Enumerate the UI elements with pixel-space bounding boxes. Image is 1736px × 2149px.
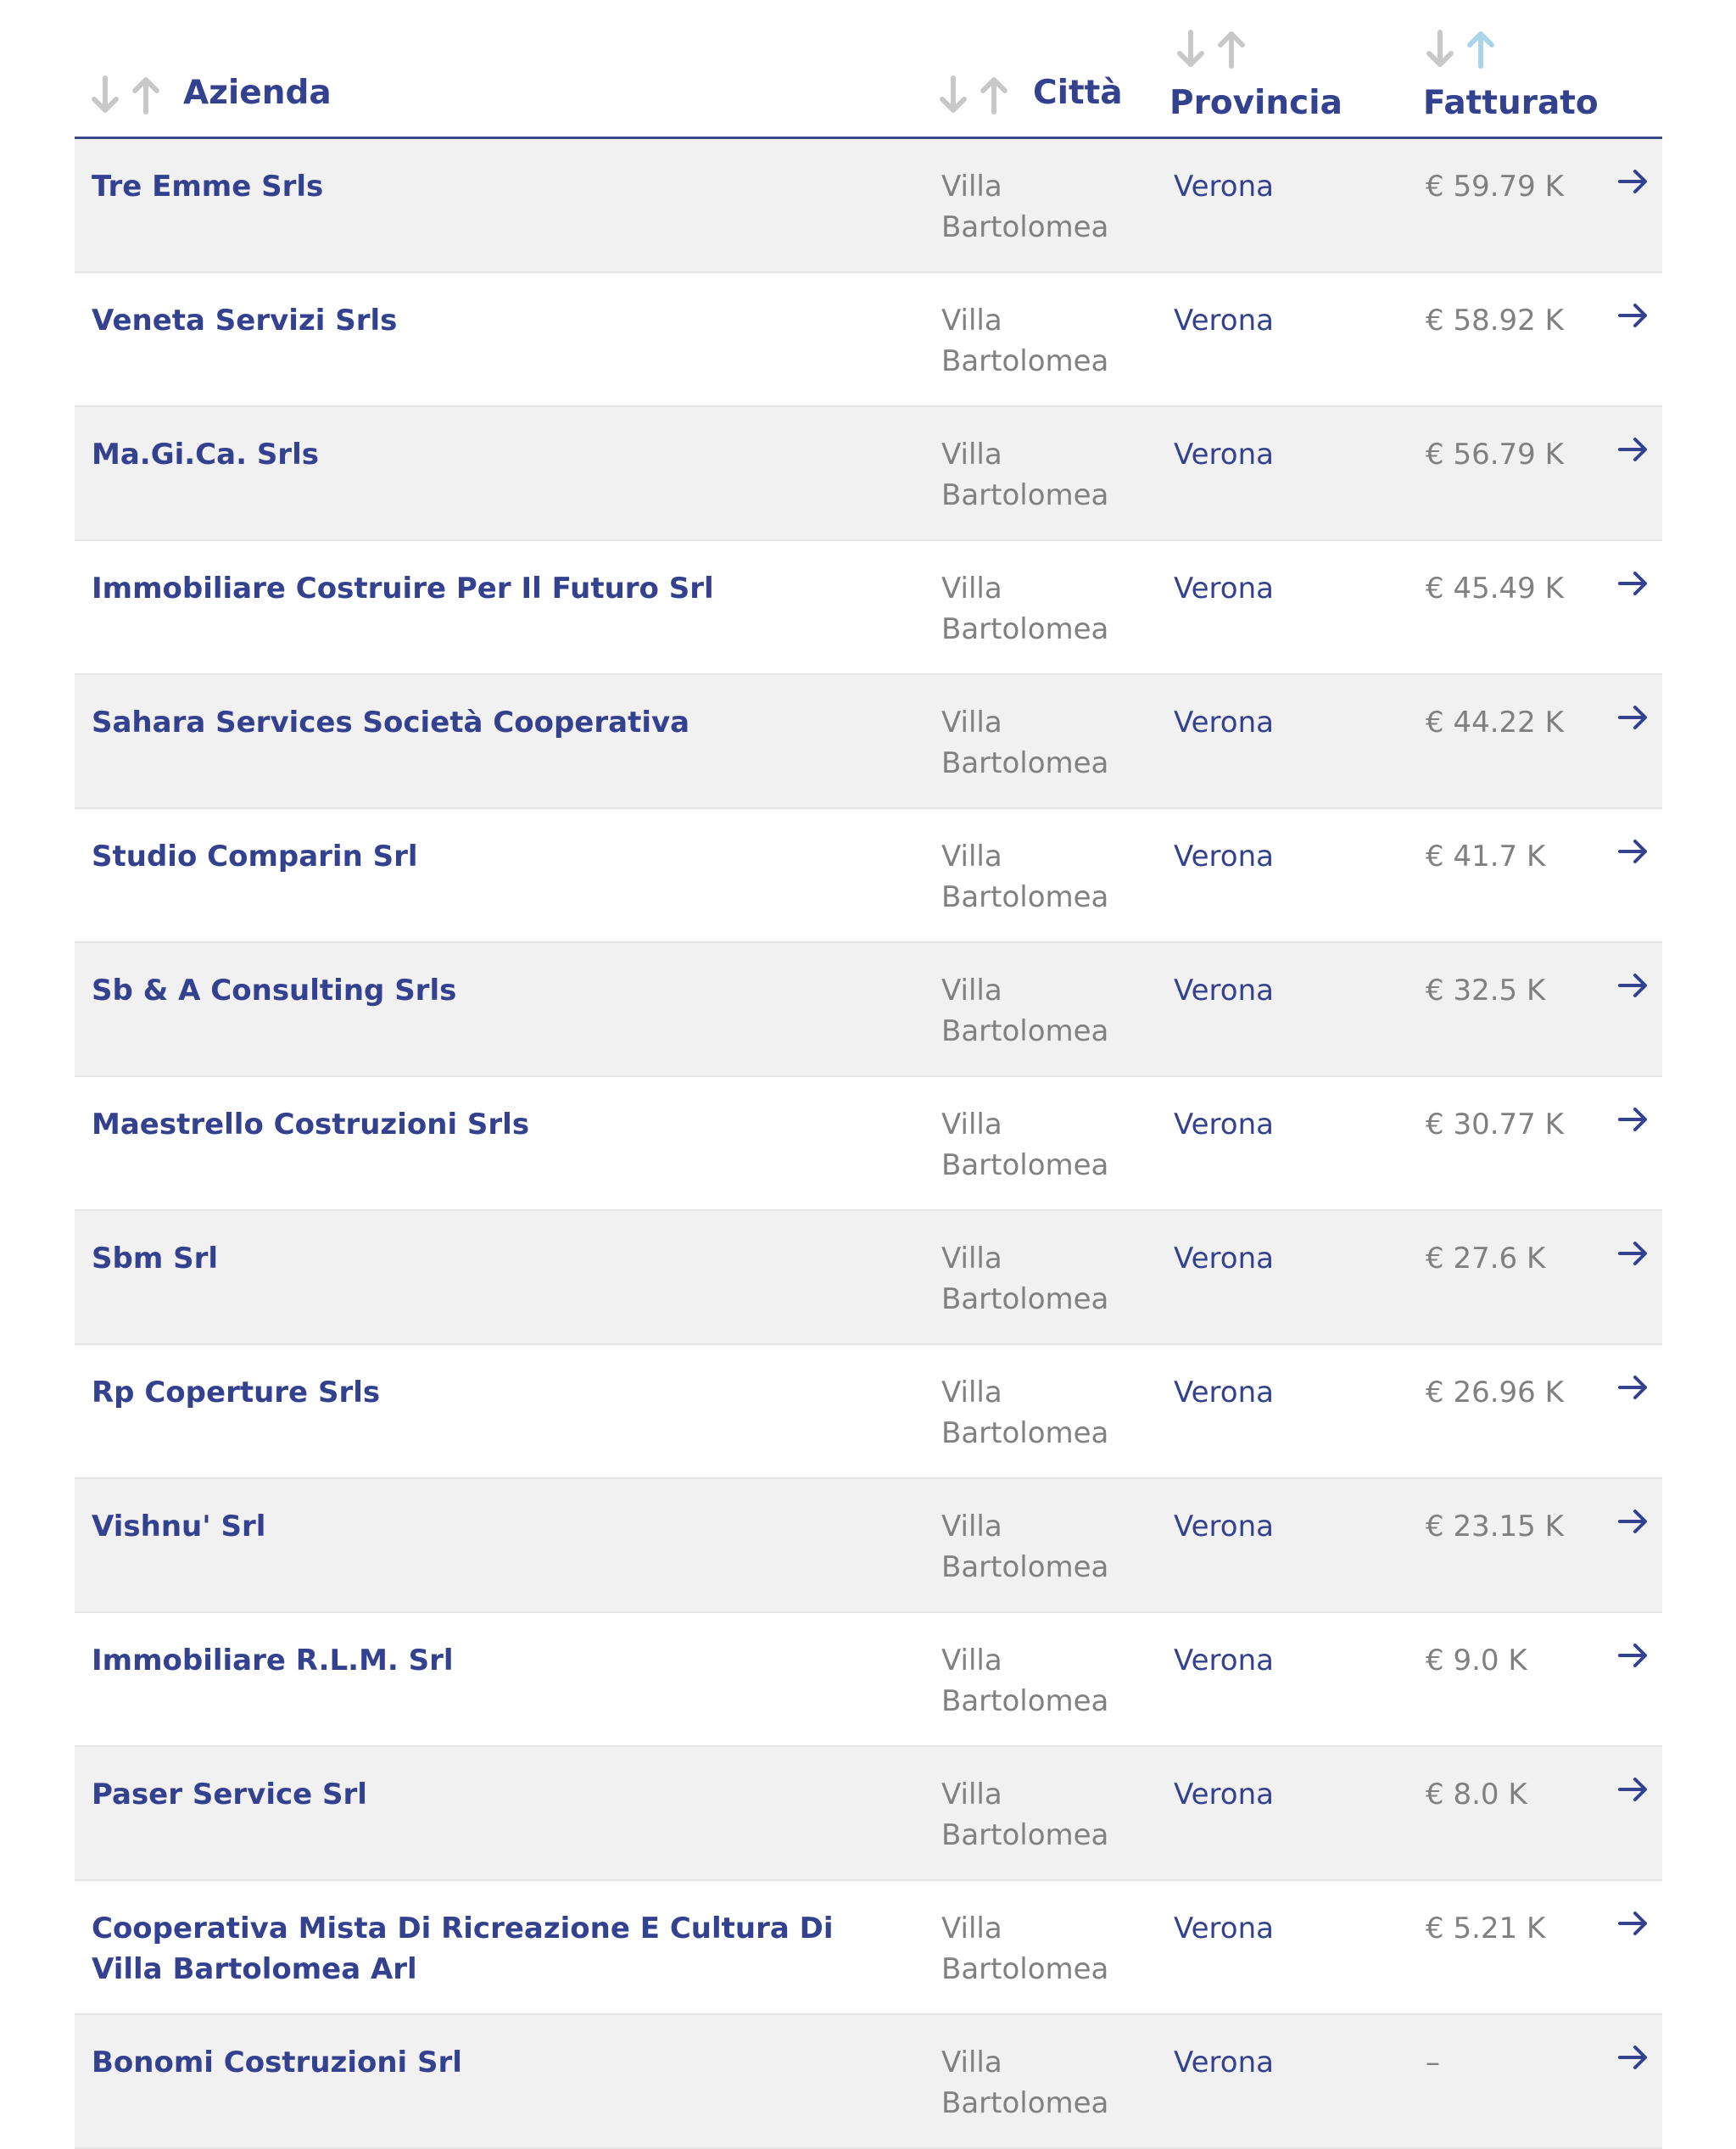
revenue-cell: € 8.0 K (1426, 1778, 1527, 1811)
table-row[interactable] (75, 541, 1662, 675)
revenue-cell: € 26.96 K (1426, 1376, 1564, 1409)
city-cell: Villa Bartolomea (941, 438, 1109, 512)
sort-descending-icon[interactable] (936, 75, 970, 115)
company-name-link[interactable]: Bonomi Costruzioni Srl (92, 2046, 462, 2079)
province-cell: Verona (1174, 170, 1274, 204)
revenue-cell: € 58.92 K (1426, 304, 1564, 338)
table-body (75, 139, 1662, 2149)
company-name-link[interactable]: Studio Comparin Srl (92, 840, 418, 874)
arrow-right-icon[interactable] (1616, 1370, 1650, 1404)
fatturato-sort-controls (1423, 29, 1498, 70)
revenue-cell: € 41.7 K (1426, 840, 1546, 874)
province-cell: Verona (1174, 1644, 1274, 1677)
city-cell: Villa Bartolomea (941, 304, 1109, 378)
province-cell: Verona (1174, 304, 1274, 338)
revenue-cell: € 23.15 K (1426, 1510, 1564, 1543)
arrow-right-icon[interactable] (1616, 1236, 1650, 1270)
column-header-citta[interactable]: Città (1033, 74, 1123, 112)
arrow-right-icon[interactable] (1616, 701, 1650, 734)
province-cell: Verona (1174, 1912, 1274, 1945)
table-row[interactable] (75, 675, 1662, 809)
revenue-cell: € 9.0 K (1426, 1644, 1527, 1677)
company-name-link[interactable]: Paser Service Srl (92, 1778, 367, 1811)
revenue-cell: € 30.77 K (1426, 1108, 1564, 1141)
table-header (75, 0, 1662, 139)
city-cell: Villa Bartolomea (941, 1912, 1109, 1986)
column-header-provincia[interactable]: Provincia (1169, 84, 1342, 122)
sort-descending-icon[interactable] (88, 75, 122, 115)
company-name-link[interactable]: Sahara Services Società Cooperativa (92, 706, 690, 740)
arrow-right-icon[interactable] (1616, 567, 1650, 600)
sort-ascending-icon[interactable] (129, 75, 163, 115)
table-row[interactable] (75, 1211, 1662, 1345)
province-cell: Verona (1174, 706, 1274, 740)
sort-ascending-icon[interactable] (977, 75, 1011, 115)
revenue-cell: € 44.22 K (1426, 706, 1564, 740)
city-cell: Villa Bartolomea (941, 1778, 1109, 1852)
revenue-cell: € 56.79 K (1426, 438, 1564, 472)
company-name-link[interactable]: Ma.Gi.Ca. Srls (92, 438, 319, 472)
table-row[interactable] (75, 1077, 1662, 1211)
province-cell: Verona (1174, 1108, 1274, 1141)
companies-table (75, 0, 1662, 2149)
city-cell: Villa Bartolomea (941, 1510, 1109, 1584)
column-header-azienda[interactable]: Azienda (183, 74, 332, 112)
province-cell: Verona (1174, 840, 1274, 874)
city-cell: Villa Bartolomea (941, 1376, 1109, 1450)
arrow-right-icon[interactable] (1616, 1102, 1650, 1136)
arrow-right-icon[interactable] (1616, 433, 1650, 466)
azienda-sort-controls (88, 75, 163, 115)
revenue-cell: – (1426, 2046, 1440, 2079)
table-row[interactable] (75, 943, 1662, 1077)
table-row[interactable] (75, 1881, 1662, 2015)
column-header-fatturato[interactable]: Fatturato (1423, 84, 1599, 122)
city-cell: Villa Bartolomea (941, 706, 1109, 780)
arrow-right-icon[interactable] (1616, 1906, 1650, 1940)
province-cell: Verona (1174, 974, 1274, 1008)
company-name-link[interactable]: Rp Coperture Srls (92, 1376, 381, 1409)
arrow-right-icon[interactable] (1616, 1504, 1650, 1538)
table-row[interactable] (75, 1479, 1662, 1613)
city-cell: Villa Bartolomea (941, 170, 1109, 244)
revenue-cell: € 59.79 K (1426, 170, 1564, 204)
table-row[interactable] (75, 2015, 1662, 2149)
province-cell: Verona (1174, 1242, 1274, 1275)
city-cell: Villa Bartolomea (941, 1644, 1109, 1718)
revenue-cell: € 5.21 K (1426, 1912, 1546, 1945)
table-row[interactable] (75, 139, 1662, 273)
table-row[interactable] (75, 1747, 1662, 1881)
sort-descending-icon[interactable] (1423, 29, 1457, 70)
city-cell: Villa Bartolomea (941, 1108, 1109, 1182)
city-cell: Villa Bartolomea (941, 840, 1109, 914)
arrow-right-icon[interactable] (1616, 1772, 1650, 1806)
city-cell: Villa Bartolomea (941, 2046, 1109, 2120)
arrow-right-icon[interactable] (1616, 2040, 1650, 2074)
province-cell: Verona (1174, 572, 1274, 606)
sort-descending-icon[interactable] (1174, 29, 1208, 70)
province-cell: Verona (1174, 1778, 1274, 1811)
revenue-cell: € 32.5 K (1426, 974, 1546, 1008)
table-row[interactable] (75, 1613, 1662, 1747)
company-name-link[interactable]: Sb & A Consulting Srls (92, 974, 457, 1008)
arrow-right-icon[interactable] (1616, 834, 1650, 868)
company-name-link[interactable]: Immobiliare Costruire Per Il Futuro Srl (92, 572, 714, 606)
table-row[interactable] (75, 407, 1662, 541)
revenue-cell: € 45.49 K (1426, 572, 1564, 606)
province-cell: Verona (1174, 1510, 1274, 1543)
city-cell: Villa Bartolomea (941, 1242, 1109, 1316)
province-cell: Verona (1174, 2046, 1274, 2079)
table-row[interactable] (75, 809, 1662, 943)
company-name-link[interactable]: Immobiliare R.L.M. Srl (92, 1644, 454, 1677)
arrow-right-icon[interactable] (1616, 1638, 1650, 1672)
city-cell: Villa Bartolomea (941, 572, 1109, 646)
province-cell: Verona (1174, 1376, 1274, 1409)
table-row[interactable] (75, 273, 1662, 407)
arrow-right-icon[interactable] (1616, 968, 1650, 1002)
company-name-link[interactable]: Veneta Servizi Srls (92, 304, 398, 338)
sort-ascending-icon[interactable] (1214, 29, 1248, 70)
company-name-link[interactable]: Sbm Srl (92, 1242, 218, 1275)
company-name-link[interactable]: Tre Emme Srls (92, 170, 324, 204)
revenue-cell: € 27.6 K (1426, 1242, 1546, 1275)
sort-ascending-icon[interactable] (1464, 29, 1498, 70)
citta-sort-controls (936, 75, 1011, 115)
company-name-link[interactable]: Vishnu' Srl (92, 1510, 266, 1543)
table-row[interactable] (75, 1345, 1662, 1479)
company-name-link[interactable]: Cooperativa Mista Di Ricreazione E Cultura Di Villa Bartolomea Arl (92, 1912, 834, 1986)
provincia-sort-controls (1174, 29, 1248, 70)
arrow-right-icon[interactable] (1616, 299, 1650, 332)
company-name-link[interactable]: Maestrello Costruzioni Srls (92, 1108, 530, 1141)
province-cell: Verona (1174, 438, 1274, 472)
city-cell: Villa Bartolomea (941, 974, 1109, 1048)
arrow-right-icon[interactable] (1616, 165, 1650, 198)
